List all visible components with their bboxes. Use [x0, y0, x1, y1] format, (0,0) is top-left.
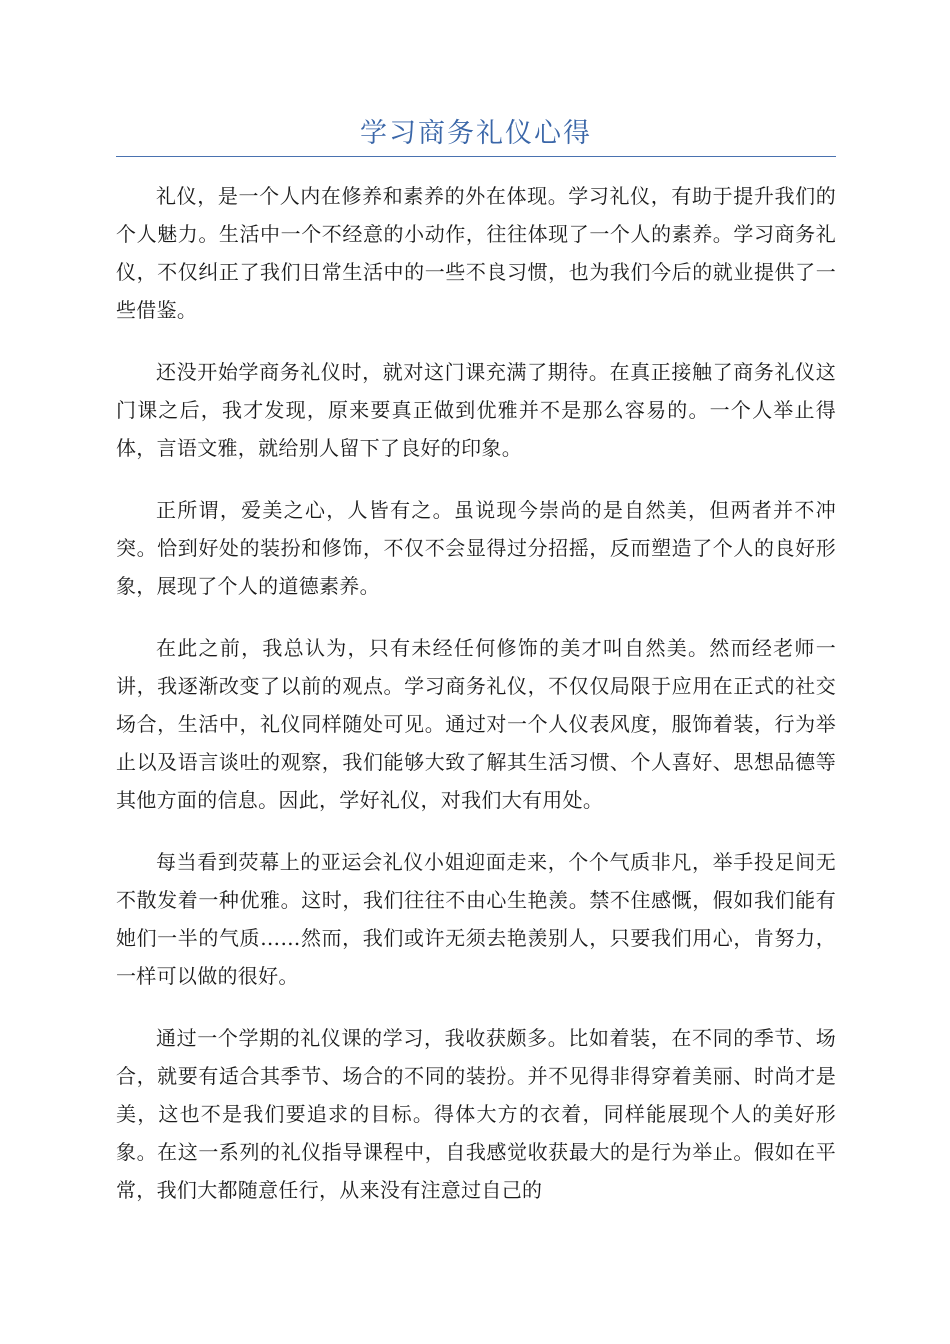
document-title: 学习商务礼仪心得	[360, 118, 592, 149]
paragraph-3: 正所谓，爱美之心，人皆有之。虽说现今崇尚的是自然美，但两者并不冲突。恰到好处的装扮和修饰，不仅不会显得过分招摇，反而塑造了个人的良好形象，展现了个人的道德素养。	[116, 498, 836, 598]
paragraph-6: 通过一个学期的礼仪课的学习，我收获颇多。比如着装，在不同的季节、场合，就要有适合其季节、场合的不同的装扮。并不见得非得穿着美丽、时尚才是美，这也不是我们要追求的目标。得体大方的衣着，同样能展现个人的美好形象。在这一系列的礼仪指导课程中，自我感觉收获最大的是行为举止。假如在平常，我们大都随意任行，从来没有注意过自己的	[116, 1026, 836, 1202]
paragraph-5: 每当看到荧幕上的亚运会礼仪小姐迎面走来，个个气质非凡，举手投足间无不散发着一种优雅。这时，我们往往不由心生艳羡。禁不住感慨，假如我们能有她们一半的气质……然而，我们或许无须去艳羡别人，只要我们用心，肯努力，一样可以做的很好。	[116, 850, 836, 988]
title-underline	[116, 156, 836, 157]
paragraph-4: 在此之前，我总认为，只有未经任何修饰的美才叫自然美。然而经老师一讲，我逐渐改变了以前的观点。学习商务礼仪，不仅仅局限于应用在正式的社交场合，生活中，礼仪同样随处可见。通过对一个人仪表风度，服饰着装，行为举止以及语言谈吐的观察，我们能够大致了解其生活习惯、个人喜好、思想品德等其他方面的信息。因此，学好礼仪，对我们大有用处。	[116, 636, 836, 812]
document-body	[116, 177, 836, 1209]
paragraph-2: 还没开始学商务礼仪时，就对这门课充满了期待。在真正接触了商务礼仪这门课之后，我才发现，原来要真正做到优雅并不是那么容易的。一个人举止得体，言语文雅，就给别人留下了良好的印象。	[116, 360, 836, 460]
document-page	[116, 112, 836, 1233]
paragraph-1: 礼仪，是一个人内在修养和素养的外在体现。学习礼仪，有助于提升我们的个人魅力。生活中一个不经意的小动作，往往体现了一个人的素养。学习商务礼仪，不仅纠正了我们日常生活中的一些不良习惯，也为我们今后的就业提供了一些借鉴。	[116, 184, 836, 322]
